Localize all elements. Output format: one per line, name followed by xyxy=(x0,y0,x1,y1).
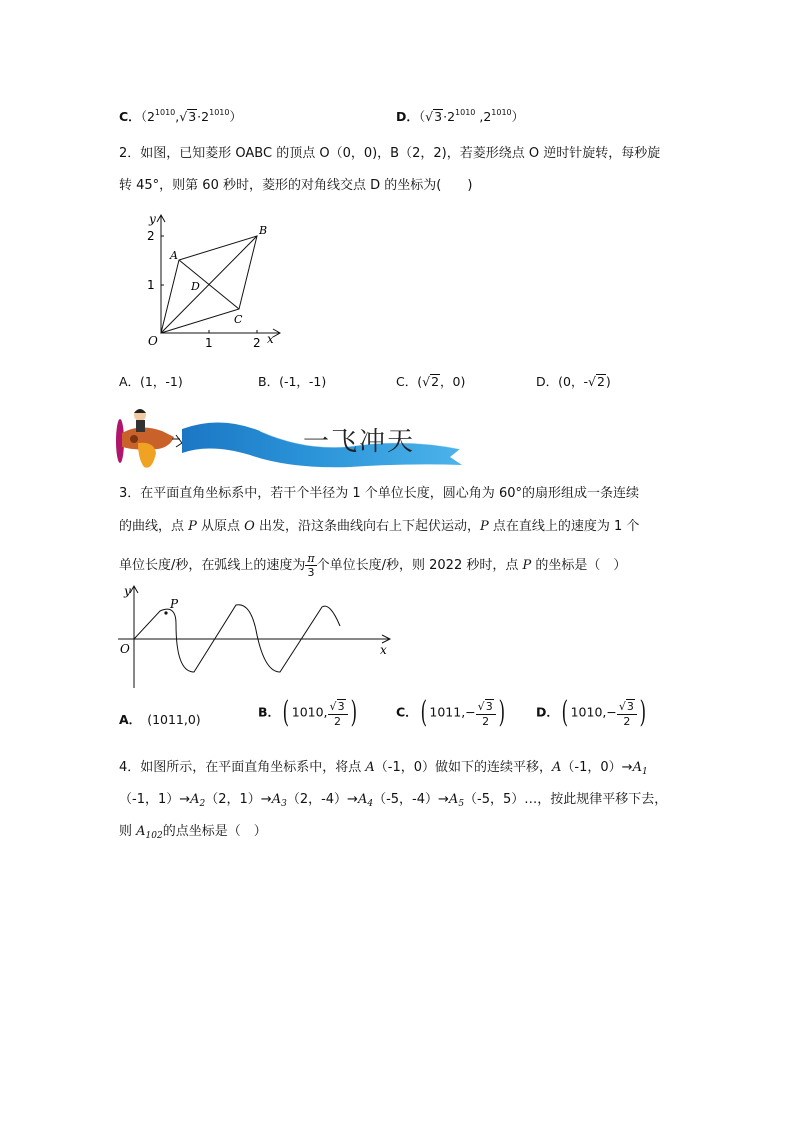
banner-title: 一飞冲天 xyxy=(303,427,416,457)
diagonal-ac xyxy=(179,260,239,309)
q3-option-d: D．( 1010,− $\frac{√3}{2}$ ) xyxy=(536,695,646,730)
q3-stem-line-2: 的曲线，点 P 从原点 O 出发，沿这条曲线向右上下起伏运动，P 点在直线上的速度为 1 个 xyxy=(119,519,640,534)
q4-stem-line-2: （-1，$1)\to A_2(2$，$1)\to A_3(2$，$-4)\to A_4(-5$，$-4)\to A_5(-5$，5）…，按此规律平移下去， xyxy=(119,792,668,809)
x-axis-label: x xyxy=(380,643,387,657)
point-b-label: B xyxy=(259,224,268,237)
q2-option-c: C．(√2，0) xyxy=(396,374,466,389)
point-p xyxy=(164,611,167,614)
q3-option-b: B．( 1010, $\frac{√3}{2}$ ) xyxy=(258,695,357,730)
q2-option-b: B．(-1，-1) xyxy=(258,374,327,389)
y-tick-label-1: 1 xyxy=(147,278,155,292)
x-tick-label-1: 1 xyxy=(205,336,213,350)
y-axis-label: y xyxy=(124,584,131,598)
q2-option-d: D．(0，-√2) xyxy=(536,374,611,389)
q3-stem-line-3: 单位长度/秒，在弧线上的速度为 $\frac{\pi}{3}$ 个单位长度/秒，则 2022 秒时，点 P 的坐标是（ ） xyxy=(119,552,627,579)
q3-option-a: A． (1011,0) xyxy=(119,712,201,727)
y-axis-label: y xyxy=(149,212,156,226)
y-tick-label-2: 2 xyxy=(147,229,155,243)
q4-stem-line-1: 4．如图所示，在平面直角坐标系中，将点 A（-1，0）做如下的连续平移，A（-1，$0)\to A_1$ xyxy=(119,760,648,777)
q1-option-d: D．（$√3\cdot 2^{1010}$ $,2^{1010}$） xyxy=(396,108,525,124)
wave-curve xyxy=(134,605,340,672)
q4-stem-line-3: 则 $A_{102}$的点坐标是（ ） xyxy=(119,824,267,841)
point-a-label: A xyxy=(170,249,178,262)
q3-option-c: C．( 1011,− $\frac{√3}{2}$ ) xyxy=(396,695,505,730)
q2-stem-line-1: 2．如图，已知菱形 OABC 的顶点 O（0，0)，B（2，2)，若菱形绕点 O 逆时针旋转，每秒旋 xyxy=(119,146,661,161)
q2-option-a: A．(1，-1) xyxy=(119,374,183,389)
x-axis-label: x xyxy=(267,332,274,346)
point-p-label: P xyxy=(170,597,179,611)
origin-label: O xyxy=(120,642,130,656)
q3-curve-figure xyxy=(110,580,400,692)
point-c-label: C xyxy=(234,313,243,326)
pi-over-3: $\frac{\pi}{3}$ xyxy=(307,552,315,579)
point-d-label: D xyxy=(191,280,200,293)
q2-stem-line-2: 转 45°，则第 60 秒时，菱形的对角线交点 D 的坐标为( ) xyxy=(119,178,473,193)
q1-option-c: C．$(2^{1010},√3\cdot 2^{1010})$ xyxy=(119,108,242,124)
banner-airplane xyxy=(110,403,470,475)
q3-stem-line-1: 3．在平面直角坐标系中，若干个半径为 1 个单位长度，圆心角为 60°的扇形组成一条连续 xyxy=(119,486,639,501)
x-tick-label-2: 2 xyxy=(253,336,261,350)
q2-rhombus-figure xyxy=(130,205,290,355)
origin-label: O xyxy=(148,334,158,348)
